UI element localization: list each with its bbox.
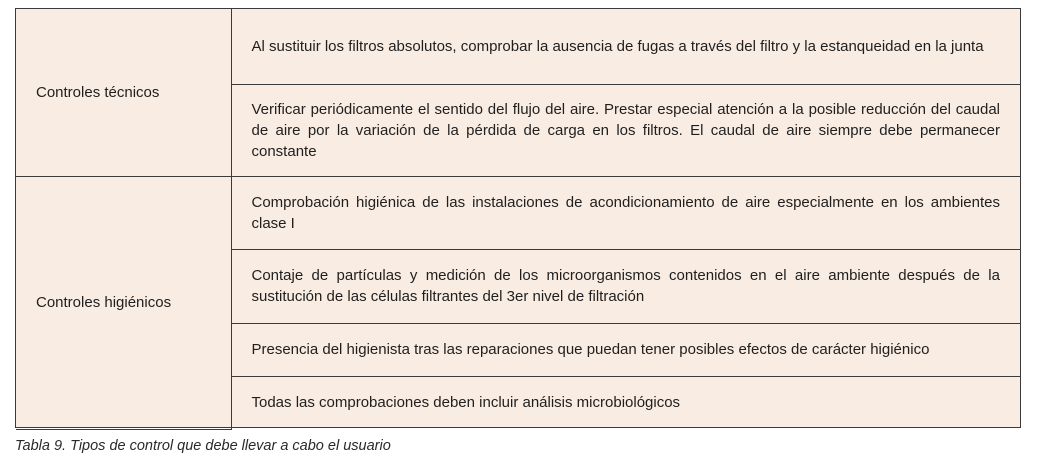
group-label-technical: Controles técnicos [16,9,231,176]
table-cell: Al sustituir los filtros absolutos, comprobar la ausencia de fugas a través del filtro y la estanqueidad en la junta [231,9,1020,84]
table-cell: Presencia del higienista tras las reparaciones que puedan tener posibles efectos de carácter higiénico [231,323,1020,376]
table-cell: Comprobación higiénica de las instalaciones de acondicionamiento de aire especialmente en los ambientes clase I [231,176,1020,249]
table-cell: Todas las comprobaciones deben incluir análisis microbiológicos [231,376,1020,429]
control-table-container [15,8,1021,428]
table-row [16,176,1020,249]
table-cell: Contaje de partículas y medición de los microorganismos contenidos en el aire ambiente después de la sustitución de las células filtrantes del 3er nivel de filtración [231,249,1020,323]
table-row [16,9,1020,84]
table-caption: Tabla 9. Tipos de control que debe llevar a cabo el usuario [15,438,391,454]
table-cell: Verificar periódicamente el sentido del flujo del aire. Prestar especial atención a la posible reducción del caudal de aire por la variación de la pérdida de carga en los filtros. El caudal de aire siempre debe permanecer constante [231,84,1020,176]
control-types-table [16,9,1020,430]
group-label-hygienic: Controles higiénicos [16,176,231,429]
